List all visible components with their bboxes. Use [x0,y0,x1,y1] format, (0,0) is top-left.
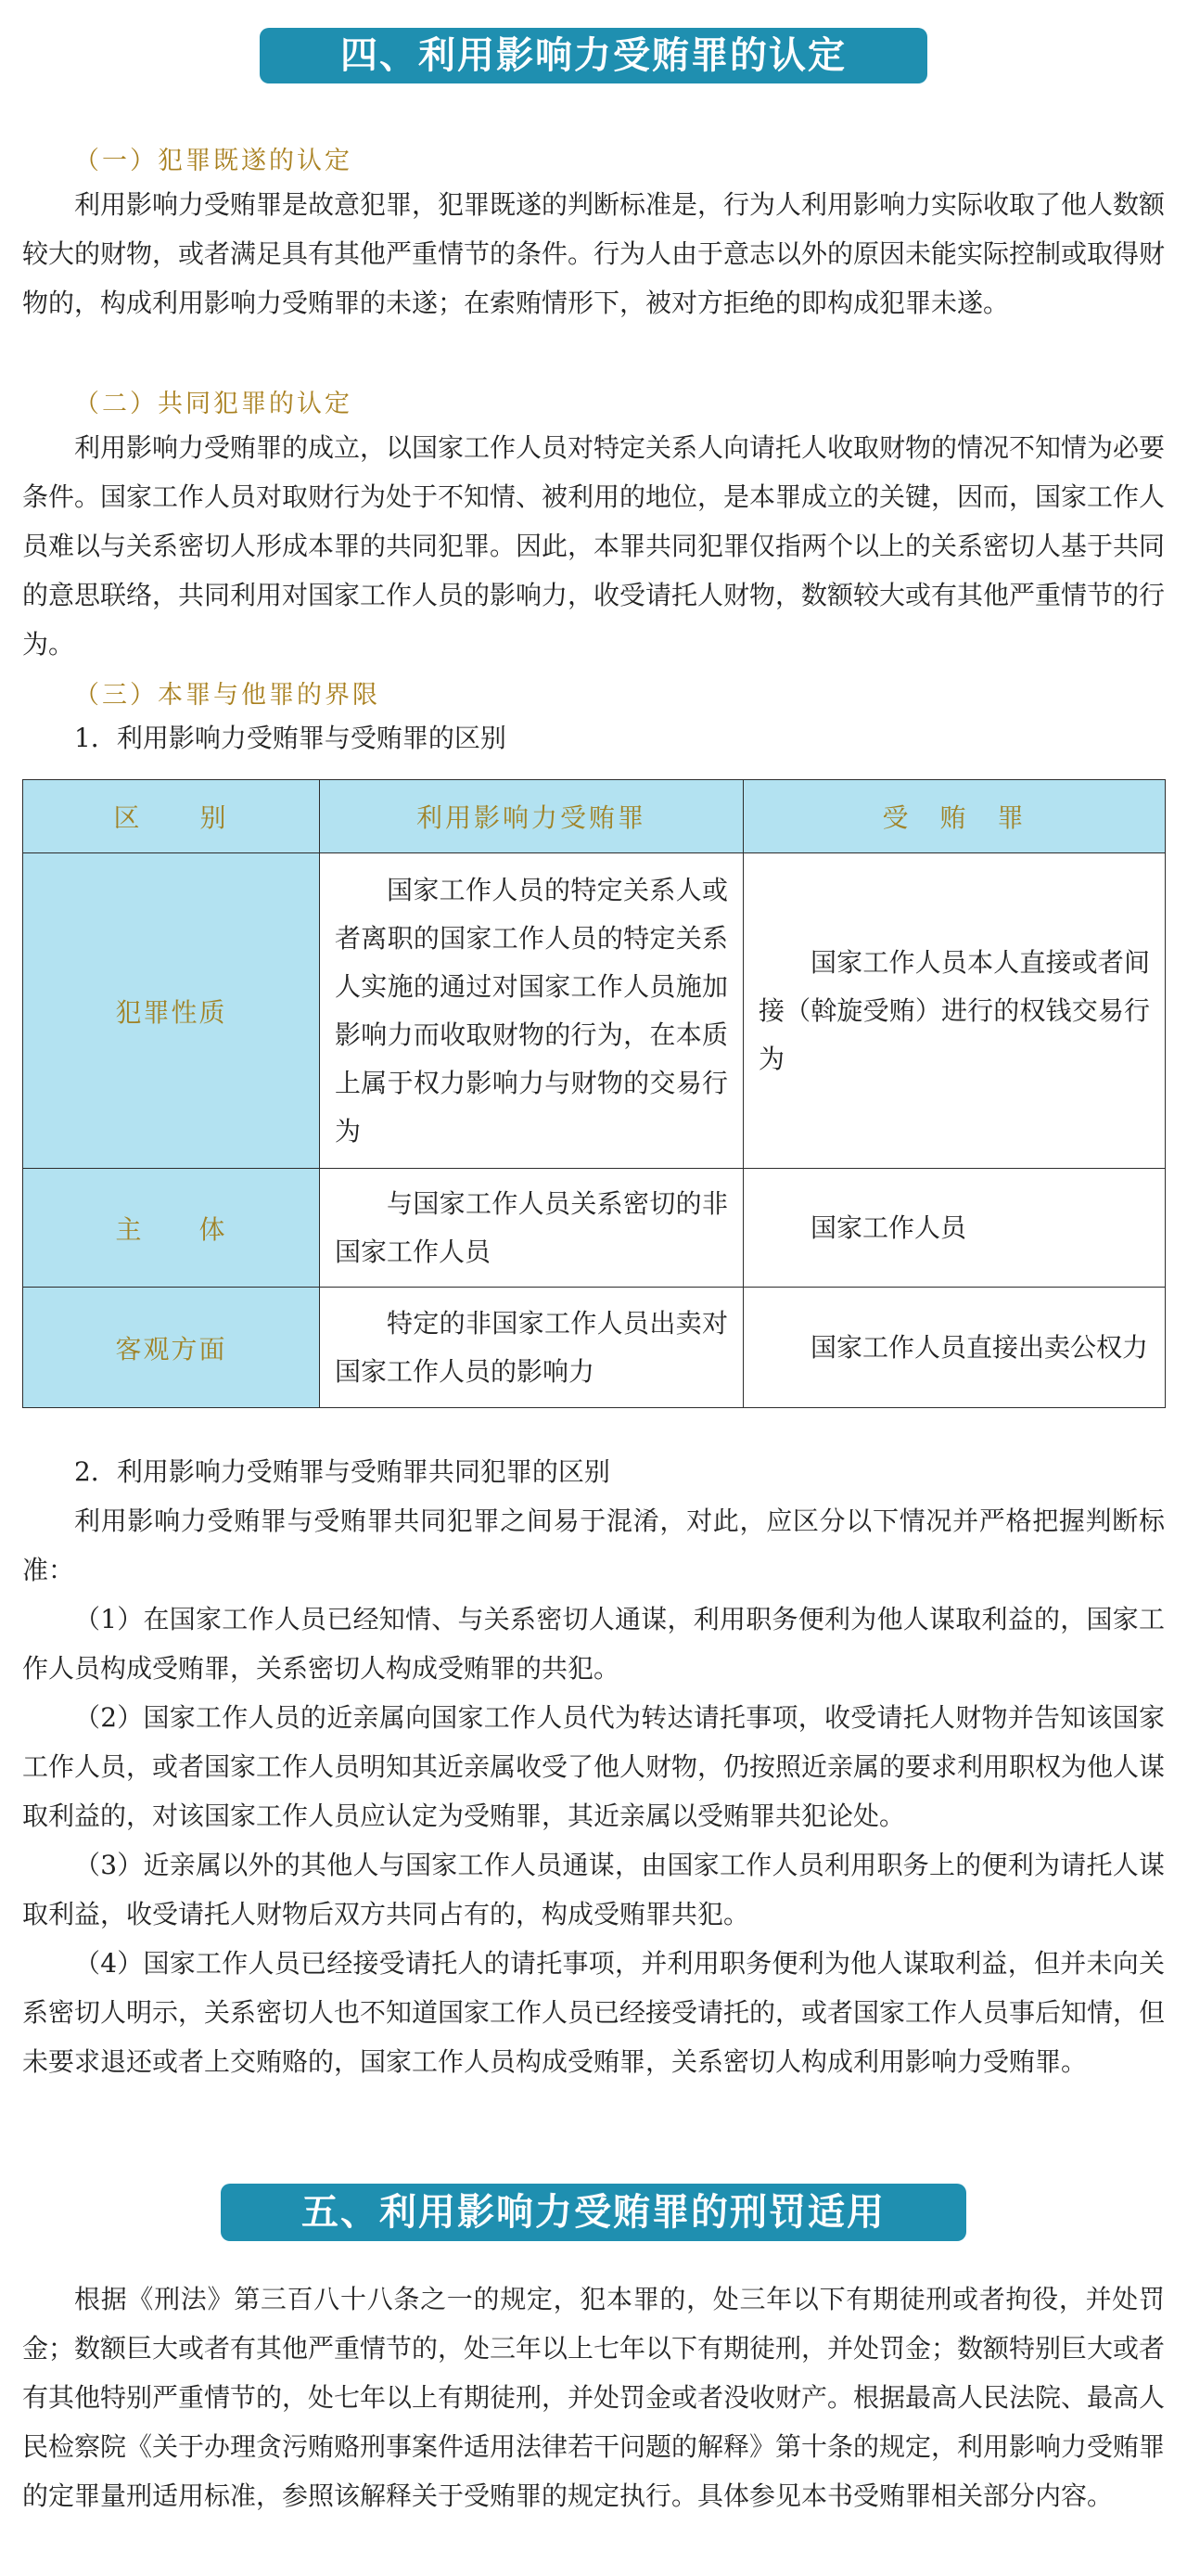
comparison-table [22,779,1166,1408]
subheading-joint-crime: （二）共同犯罪的认定 [74,390,352,418]
point-3: （3）近亲属以外的其他人与国家工作人员通谋，由国家工作人员利用职务上的便利为请托人谋取利益，收受请托人财物后双方共同占有的，构成受贿罪共犯。 [22,1850,1165,1929]
subheading-attempt-completion: （一）犯罪既遂的认定 [74,147,352,175]
table-cell [744,853,1166,1169]
item-2-intro: 利用影响力受贿罪与受贿罪共同犯罪之间易于混淆，对此，应区分以下情况并严格把握判断标准： [22,1506,1165,1585]
table-cell [320,853,744,1169]
paragraph-penalty: 根据《刑法》第三百八十八条之一的规定，犯本罪的，处三年以下有期徒刑或者拘役，并处罚金；数额巨大或者有其他严重情节的，处三年以上七年以下有期徒刑，并处罚金；数额特别巨大或者有其他特别严重情节的，处七年以上有期徒刑，并处罚金或者没收财产。根据最高人民法院、最高人民检察院《关于办理贪污贿赂刑事案件适用法律若干问题的解释》第十条的规定，利用影响力受贿罪的定罪量刑适用标准，参照该解释关于受贿罪的规定执行。具体参见本书受贿罪相关部分内容。 [22,2284,1166,2511]
section-4-part-3 [22,677,1165,763]
cell-text: 与国家工作人员关系密切的非国家工作人员 [335,1187,728,1267]
cell-text: 国家工作人员直接出卖公权力 [810,1331,1149,1363]
paragraph-joint-crime: 利用影响力受贿罪的成立，以国家工作人员对特定关系人向请托人收取财物的情况不知情为必要条件。国家工作人员对取财行为处于不知情、被利用的地位，是本罪成立的关键，因而，国家工作人员难以与关系密切人形成本罪的共同犯罪。因此，本罪共同犯罪仅指两个以上的关系密切人基于共同的意思联络，共同利用对国家工作人员的影响力，收受请托人财物，数额较大或有其他严重情节的行为。 [22,432,1166,660]
point-1: （1）在国家工作人员已经知情、与关系密切人通谋，利用职务便利为他人谋取利益的，国家工作人员构成受贿罪，关系密切人构成受贿罪的共犯。 [22,1604,1165,1684]
table-row [23,1288,1166,1408]
paragraph-attempt-completion: 利用影响力受贿罪是故意犯罪，犯罪既遂的判断标准是，行为人利用影响力实际收取了他人数额较大的财物，或者满足具有其他严重情节的条件。行为人由于意志以外的原因未能实际控制或取得财物的，构成利用影响力受贿罪的未遂；在索贿情形下，被对方拒绝的即构成犯罪未遂。 [22,189,1166,318]
item-2-title: 2．利用影响力受贿罪与受贿罪共同犯罪的区别 [74,1456,610,1487]
section-4-part-3-continued [22,1447,1165,2086]
point-4: （4）国家工作人员已经接受请托人的请托事项，并利用职务便利为他人谋取利益，但并未向关系密切人明示，关系密切人也不知道国家工作人员已经接受请托的，或者国家工作人员事后知情，但未要求退还或者上交贿赂的，国家工作人员构成受贿罪，关系密切人构成利用影响力受贿罪。 [22,1948,1166,2077]
table-row [23,1169,1166,1288]
section-5-title: 五、利用影响力受贿罪的刑罚适用 [221,2184,966,2241]
point-2: （2）国家工作人员的近亲属向国家工作人员代为转达请托事项，收受请托人财物并告知该国家工作人员，或者国家工作人员明知其近亲属收受了他人财物，仍按照近亲属的要求利用职权为他人谋取利益的，对该国家工作人员应认定为受贿罪，其近亲属以受贿罪共犯论处。 [22,1702,1166,1831]
cell-text: 国家工作人员 [810,1211,967,1243]
table-cell [320,1288,744,1408]
item-1-title: 1．利用影响力受贿罪与受贿罪的区别 [74,723,506,753]
row-label: 犯罪性质 [23,853,320,1169]
table-header-row [23,780,1166,853]
section-4-part-2 [22,386,1165,669]
cell-text: 国家工作人员的特定关系人或者离职的国家工作人员的特定关系人实施的通过对国家工作人员施加影响力而收取财物的行为，在本质上属于权力影响力与财物的交易行为 [335,874,728,1147]
row-label: 客观方面 [23,1288,320,1408]
subheading-boundaries: （三）本罪与他罪的界限 [74,681,380,710]
table-header-cell: 区 别 [23,780,320,853]
cell-text: 国家工作人员本人直接或者间接（斡旋受贿）进行的权钱交易行为 [759,946,1150,1074]
table-row [23,853,1166,1169]
table-header-cell: 利用影响力受贿罪 [320,780,744,853]
cell-text: 特定的非国家工作人员出卖对国家工作人员的影响力 [335,1307,728,1387]
row-label: 主 体 [23,1169,320,1288]
section-5-body [22,2275,1165,2520]
table-cell [744,1169,1166,1288]
section-4-title: 四、利用影响力受贿罪的认定 [260,28,927,83]
section-4-part-1 [22,143,1165,327]
table-cell [744,1288,1166,1408]
table-cell [320,1169,744,1288]
table-header-cell: 受 贿 罪 [744,780,1166,853]
